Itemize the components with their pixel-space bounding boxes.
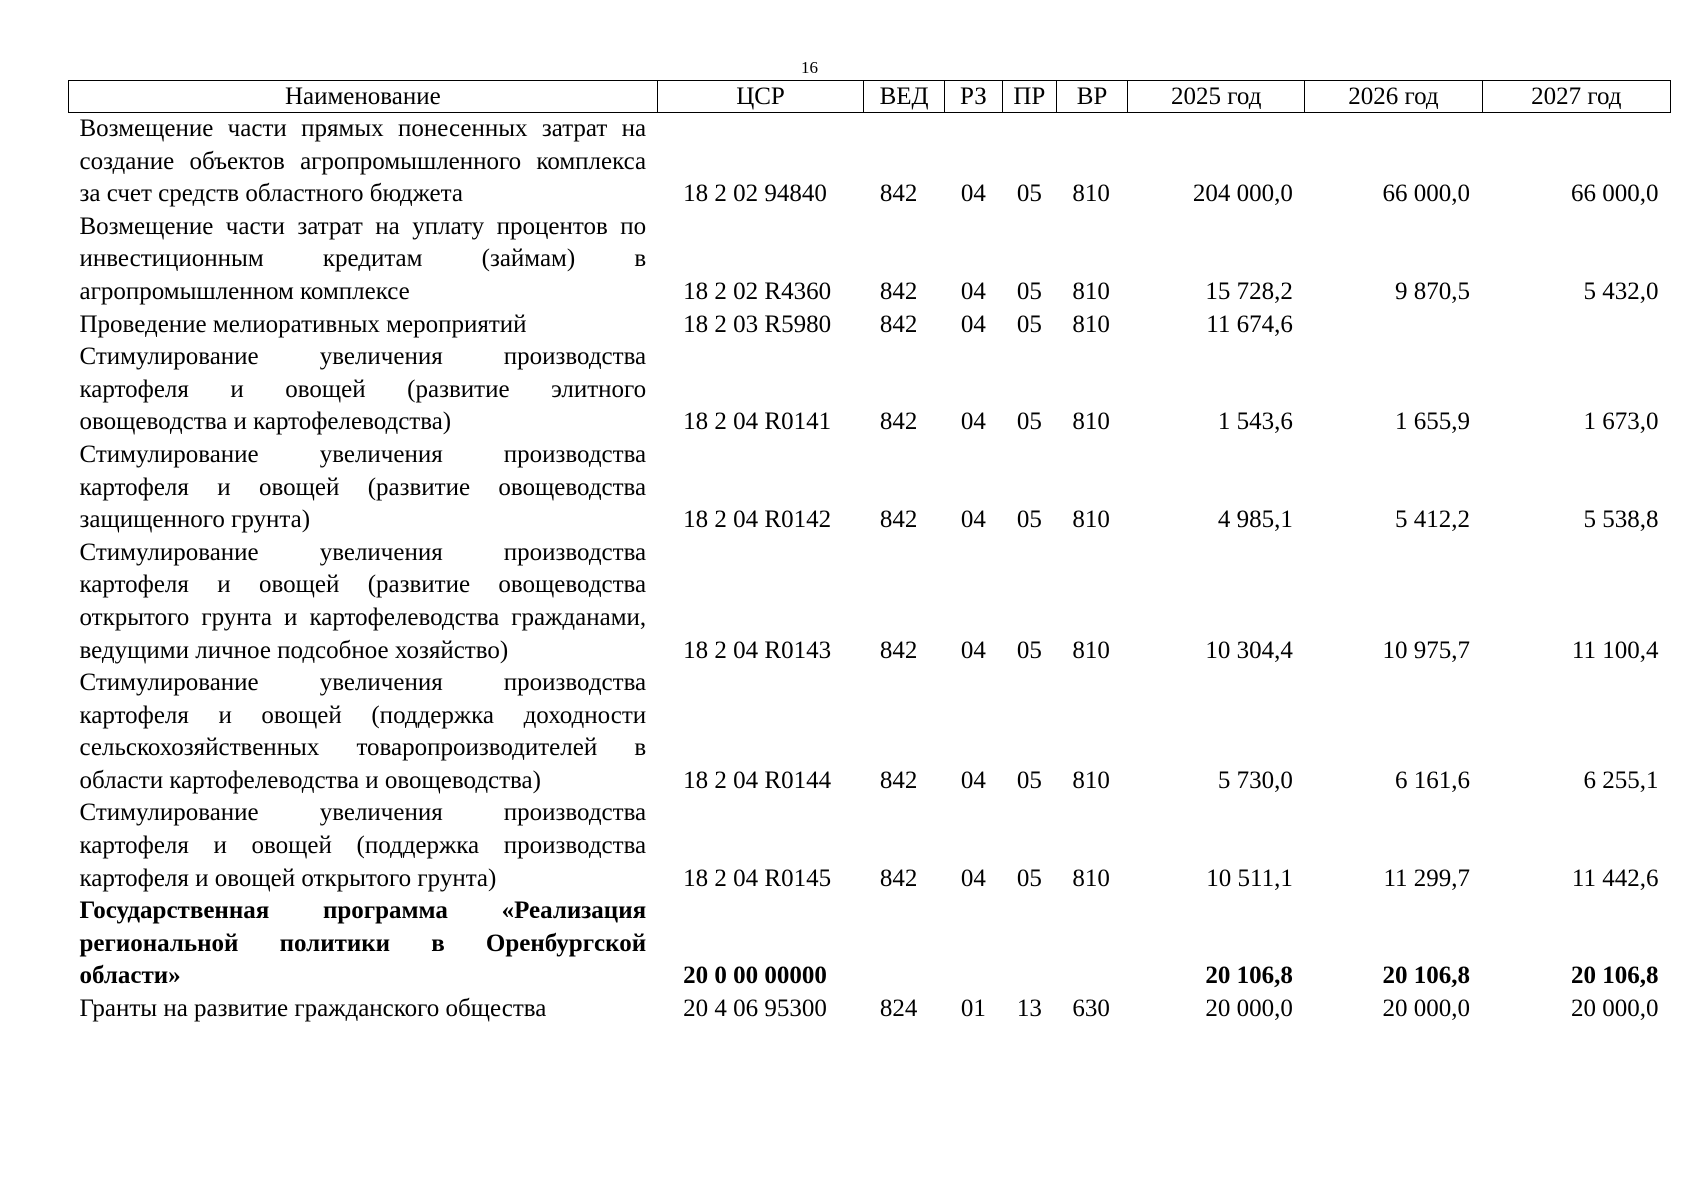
row-csr: 18 2 03 R5980 — [683, 310, 832, 338]
table-row — [69, 309, 1671, 342]
row-ved: 842 — [879, 766, 918, 794]
row-2026: 66 000,0 — [1382, 180, 1471, 208]
table-row — [69, 439, 1671, 537]
row-2026 — [1305, 309, 1482, 342]
row-vr: 810 — [1072, 277, 1110, 305]
row-pr: 05 — [1016, 408, 1042, 436]
row-2025: 20 106,8 — [1205, 962, 1293, 990]
row-pr: 13 — [1016, 995, 1042, 1023]
row-name: Стимулирование увеличения производства картофеля и овощей (поддержка доходности сельскохозяйственных товаропроизводителей в области картофелеводства и овощеводства) — [79, 669, 647, 794]
header-rz: РЗ — [944, 81, 1002, 113]
row-pr: 05 — [1016, 636, 1042, 664]
row-2025: 10 511,1 — [1206, 864, 1293, 892]
row-2026: 5 412,2 — [1395, 506, 1471, 534]
header-2025: 2025 год — [1128, 81, 1305, 113]
row-2025: 4 985,1 — [1217, 506, 1293, 534]
table-row — [69, 113, 1671, 211]
row-rz: 04 — [960, 636, 986, 664]
row-csr: 20 0 00 00000 — [683, 962, 827, 990]
row-name: Гранты на развитие гражданского общества — [79, 995, 547, 1023]
row-name: Стимулирование увеличения производства картофеля и овощей (поддержка производства картофеля и овощей открытого грунта) — [79, 799, 647, 892]
row-rz — [944, 895, 1002, 993]
table-row — [69, 537, 1671, 667]
row-rz: 04 — [960, 408, 986, 436]
row-ved: 842 — [879, 636, 918, 664]
row-name: Государственная программа «Реализация региональной политики в Оренбургской области» — [79, 897, 647, 990]
header-name: Наименование — [69, 81, 658, 113]
row-ved: 842 — [879, 408, 918, 436]
row-2027: 11 100,4 — [1571, 636, 1659, 664]
row-pr: 05 — [1016, 180, 1042, 208]
row-2027: 6 255,1 — [1583, 766, 1659, 794]
row-2026: 20 000,0 — [1382, 995, 1471, 1023]
row-rz: 04 — [960, 180, 986, 208]
row-vr — [1056, 895, 1127, 993]
row-2026: 1 655,9 — [1395, 408, 1471, 436]
row-2025: 15 728,2 — [1205, 277, 1293, 305]
header-2026: 2026 год — [1305, 81, 1482, 113]
row-2025: 1 543,6 — [1217, 408, 1293, 436]
row-pr — [1002, 895, 1056, 993]
row-csr: 18 2 02 R4360 — [683, 277, 832, 305]
table-row — [69, 797, 1671, 895]
row-ved: 842 — [879, 277, 918, 305]
header-ved: ВЕД — [864, 81, 944, 113]
row-rz: 04 — [960, 310, 986, 338]
row-csr: 18 2 04 R0142 — [683, 506, 832, 534]
row-name: Проведение мелиоративных мероприятий — [79, 310, 527, 338]
row-vr: 810 — [1072, 408, 1110, 436]
row-pr: 05 — [1016, 864, 1042, 892]
row-ved: 842 — [879, 506, 918, 534]
header-row — [69, 81, 1671, 113]
row-2027: 5 538,8 — [1583, 506, 1659, 534]
row-2025: 204 000,0 — [1192, 180, 1293, 208]
row-2027: 11 442,6 — [1571, 864, 1659, 892]
row-pr: 05 — [1016, 277, 1042, 305]
row-2027: 20 106,8 — [1571, 962, 1659, 990]
row-vr: 810 — [1072, 864, 1110, 892]
row-csr: 20 4 06 95300 — [683, 995, 827, 1023]
row-ved: 842 — [879, 310, 918, 338]
row-vr: 810 — [1072, 766, 1110, 794]
row-2026: 9 870,5 — [1395, 277, 1471, 305]
row-2027 — [1482, 309, 1670, 342]
row-vr: 810 — [1072, 506, 1110, 534]
row-2027: 1 673,0 — [1583, 408, 1659, 436]
row-csr: 18 2 04 R0145 — [683, 864, 832, 892]
page-number: 16 — [801, 58, 818, 77]
row-ved: 842 — [879, 864, 918, 892]
row-name: Возмещение части прямых понесенных затрат на создание объектов агропромышленного комплекса за счет средств областного бюджета — [79, 115, 647, 208]
header-pr: ПР — [1002, 81, 1056, 113]
row-2027: 5 432,0 — [1583, 277, 1659, 305]
header-vr: ВР — [1056, 81, 1127, 113]
row-csr: 18 2 04 R0141 — [683, 408, 832, 436]
program-total-row — [69, 895, 1671, 993]
table-row — [69, 667, 1671, 797]
row-ved: 824 — [879, 995, 918, 1023]
row-2026: 10 975,7 — [1382, 636, 1471, 664]
table-row — [69, 993, 1671, 1026]
row-2027: 20 000,0 — [1571, 995, 1659, 1023]
budget-table — [68, 80, 1671, 1026]
row-ved: 842 — [879, 180, 918, 208]
row-csr: 18 2 04 R0143 — [683, 636, 832, 664]
row-pr: 05 — [1016, 506, 1042, 534]
row-2026: 11 299,7 — [1383, 864, 1471, 892]
row-2027: 66 000,0 — [1571, 180, 1659, 208]
row-2026: 20 106,8 — [1382, 962, 1471, 990]
row-2025: 10 304,4 — [1205, 636, 1293, 664]
row-rz: 04 — [960, 766, 986, 794]
row-csr: 18 2 04 R0144 — [683, 766, 832, 794]
row-vr: 810 — [1072, 636, 1110, 664]
row-2026: 6 161,6 — [1395, 766, 1471, 794]
header-csr: ЦСР — [657, 81, 864, 113]
row-pr: 05 — [1016, 310, 1042, 338]
row-vr: 810 — [1072, 310, 1110, 338]
row-rz: 01 — [960, 995, 986, 1023]
row-name: Стимулирование увеличения производства картофеля и овощей (развитие овощеводства открытого грунта и картофелеводства гражданами, ведущими личное подсобное хозяйство) — [79, 538, 647, 664]
row-2025: 11 674,6 — [1206, 310, 1293, 338]
row-2025: 20 000,0 — [1205, 995, 1293, 1023]
row-name: Стимулирование увеличения производства картофеля и овощей (развитие овощеводства защищенного грунта) — [79, 440, 647, 534]
row-vr: 630 — [1072, 995, 1110, 1023]
row-csr: 18 2 02 94840 — [683, 180, 827, 208]
table-row — [69, 341, 1671, 439]
row-2025: 5 730,0 — [1217, 766, 1293, 794]
row-vr: 810 — [1072, 180, 1110, 208]
row-name: Возмещение части затрат на уплату процентов по инвестиционным кредитам (займам) в агропромышленном комплексе — [79, 212, 647, 305]
row-name: Стимулирование увеличения производства картофеля и овощей (развитие элитного овощеводства и картофелеводства) — [79, 343, 647, 436]
row-pr: 05 — [1016, 766, 1042, 794]
header-2027: 2027 год — [1482, 81, 1670, 113]
row-ved — [864, 895, 944, 993]
row-rz: 04 — [960, 277, 986, 305]
row-rz: 04 — [960, 506, 986, 534]
table-row — [69, 211, 1671, 309]
row-rz: 04 — [960, 864, 986, 892]
